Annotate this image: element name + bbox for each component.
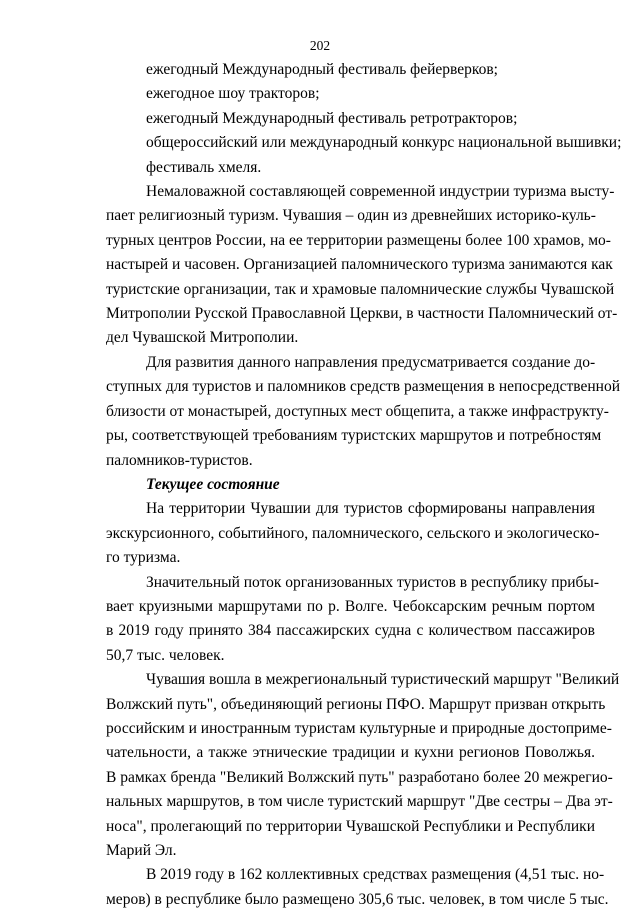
paragraph-line: туристские организации, так и храмовые паломнические службы Чувашской <box>106 280 615 298</box>
paragraph-line: Митрополии Русской Православной Церкви, в частности Паломнический от- <box>106 305 618 323</box>
paragraph-cruise-tourists <box>106 571 599 669</box>
paragraph-infrastructure <box>106 351 621 473</box>
paragraph-line: Значительный поток организованных туристов в республику прибы- <box>146 573 599 591</box>
paragraph-line: экскурсионного, событийного, паломнического, сельского и экологическо- <box>106 524 600 542</box>
list-item: общероссийский или международный конкурс национальной вышивки; <box>146 134 622 152</box>
paragraph-line: дел Чувашской Митрополии. <box>106 329 299 347</box>
list-item: ежегодное шоу тракторов; <box>146 85 320 103</box>
paragraph-line: паломников-туристов. <box>106 451 253 469</box>
paragraph-line: Для развития данного направления предусматривается создание до- <box>146 353 596 371</box>
paragraph-line: го туризма. <box>106 549 181 567</box>
paragraph-line: нальных маршрутов, в том числе туристский маршрут "Две сестры – Два эт- <box>106 793 613 811</box>
paragraph-line: вает круизными маршрутами по р. Волге. Чебоксарским речным портом <box>106 597 595 615</box>
paragraph-line: В рамках бренда "Великий Волжский путь" разработано более 20 межрегио- <box>106 768 613 786</box>
paragraph-line: Чувашия вошла в межрегиональный туристический маршрут "Великий <box>146 671 620 689</box>
paragraph-line: в 2019 году принято 384 пассажирских судна с количеством пассажиров <box>106 622 595 640</box>
paragraph-religious-tourism <box>106 180 618 351</box>
paragraph-line: российским и иностранным туристам культурные и природные достоприме- <box>106 719 612 737</box>
page-content <box>106 58 622 912</box>
list-item: фестиваль хмеля. <box>146 158 262 176</box>
paragraph-line: пает религиозный туризм. Чувашия – один из древнейших историко-куль- <box>106 207 596 225</box>
paragraph-line: 50,7 тыс. человек. <box>106 646 225 664</box>
paragraph-line: Волжский путь", объединяющий регионы ПФО. Маршрут призван открыть <box>106 695 606 713</box>
paragraph-line: настырей и часовен. Организацией паломнического туризма занимаются как <box>106 256 613 274</box>
paragraph-line: Марий Эл. <box>106 842 177 859</box>
paragraph-line: носа", пролегающий по территории Чувашской Республики и Республики <box>106 817 595 835</box>
events-list <box>106 58 622 180</box>
paragraph-line: близости от монастырей, доступных мест общепита, а также инфраструкту- <box>106 402 609 420</box>
section-heading: Текущее состояние <box>146 475 280 493</box>
paragraph-line: На территории Чувашии для туристов сформированы направления <box>146 500 595 518</box>
paragraph-line: ступных для туристов и паломников средств размещения в непосредственной <box>106 378 621 396</box>
paragraph-directions <box>106 497 600 570</box>
list-item: ежегодный Международный фестиваль ретротракторов; <box>146 109 518 127</box>
paragraph-line: Немаловажной составляющей современной индустрии туризма высту- <box>146 183 615 201</box>
paragraph-volga-route <box>106 668 620 863</box>
paragraph-line: чательности, а также этнические традиции и кухни регионов Поволжья. <box>106 744 595 762</box>
page-number: 202 <box>309 38 331 53</box>
list-item: ежегодный Международный фестиваль фейерверков; <box>146 61 498 78</box>
paragraph-line: меров) в республике было размещено 305,6 тыс. человек, в том числе 5 тыс. <box>106 890 609 908</box>
paragraph-line: ры, соответствующей требованиям туристских маршрутов и потребностям <box>106 427 602 445</box>
paragraph-line: В 2019 году в 162 коллективных средствах размещения (4,51 тыс. но- <box>146 866 605 884</box>
paragraph-line: турных центров России, на ее территории размещены более 100 храмов, мо- <box>106 231 611 249</box>
